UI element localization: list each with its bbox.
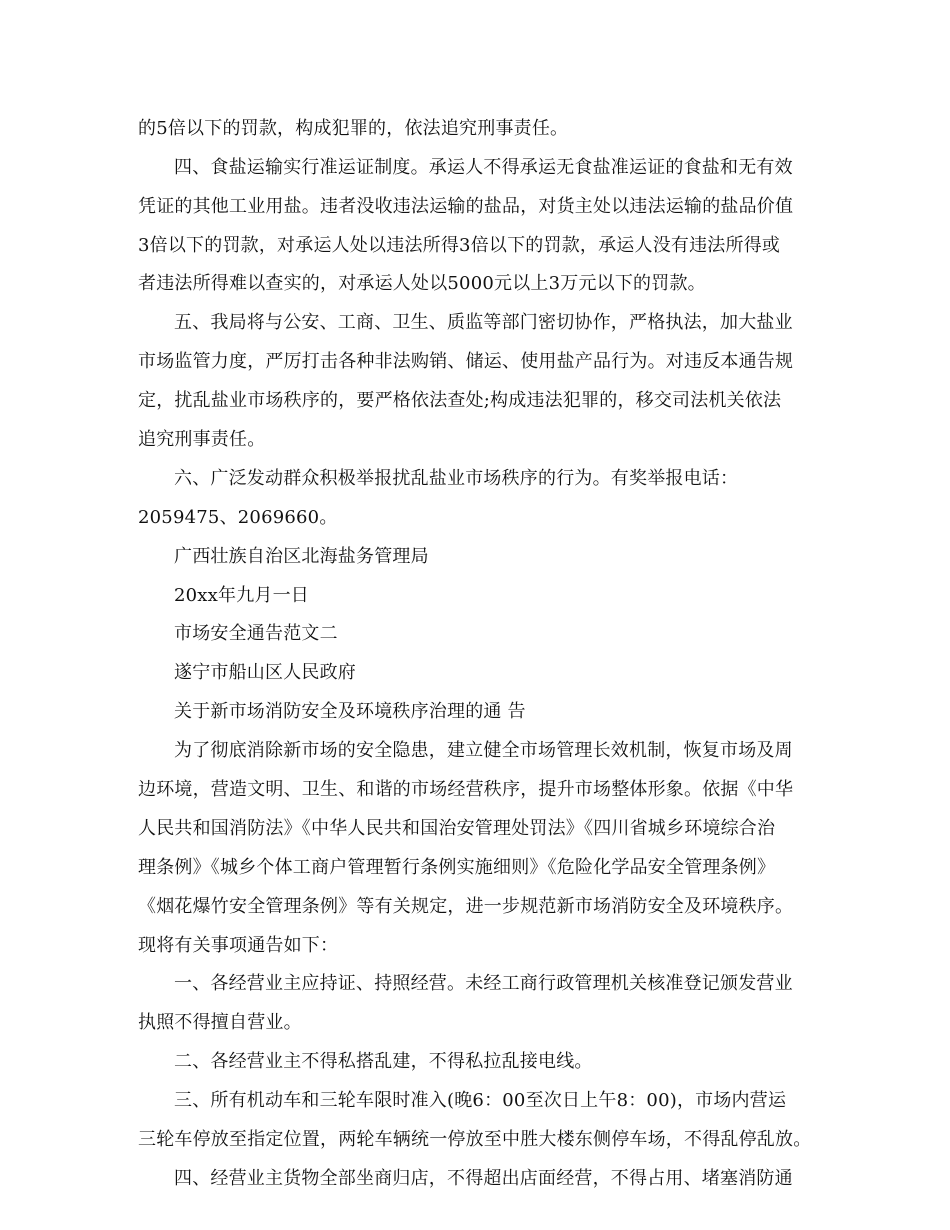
text-line: 三轮车停放至指定位置，两轮车辆统一停放至中胜大楼东侧停车场，不得乱停乱放。 xyxy=(138,1129,812,1150)
text-line: 20xx年九月一日 xyxy=(174,585,310,606)
text-line: 者违法所得难以查实的，对承运人处以5000元以上3万元以下的罚款。 xyxy=(138,273,706,294)
text-line: 一、各经营业主应持证、持照经营。未经工商行政管理机关核准登记颁发营业 xyxy=(174,973,793,994)
text-line: 五、我局将与公安、工商、卫生、质监等部门密切协作，严格执法，加大盐业 xyxy=(174,312,793,333)
text-line: 市场监管力度，严厉打击各种非法购销、储运、使用盐产品行为。对违反本通告规 xyxy=(138,351,794,372)
text-line: 现将有关事项通告如下： xyxy=(138,935,339,956)
text-line: 六、广泛发动群众积极举报扰乱盐业市场秩序的行为。有奖举报电话： xyxy=(174,468,739,489)
text-line: 遂宁市船山区人民政府 xyxy=(174,662,356,683)
text-line: 四、食盐运输实行准运证制度。承运人不得承运无食盐准运证的食盐和无有效 xyxy=(174,157,793,178)
text-line: 3倍以下的罚款，对承运人处以违法所得3倍以下的罚款，承运人没有违法所得或 xyxy=(138,235,781,256)
text-line: 追究刑事责任。 xyxy=(138,429,266,450)
text-line: 《烟花爆竹安全管理条例》等有关规定，进一步规范新市场消防安全及环境秩序。 xyxy=(138,896,794,917)
text-line: 为了彻底消除新市场的安全隐患，建立健全市场管理长效机制，恢复市场及周 xyxy=(174,740,793,761)
text-line: 2059475、2069660。 xyxy=(138,507,338,528)
text-line: 广西壮族自治区北海盐务管理局 xyxy=(174,546,429,567)
text-line: 定，扰乱盐业市场秩序的，要严格依法查处;构成违法犯罪的，移交司法机关依法 xyxy=(138,390,782,411)
text-line: 凭证的其他工业用盐。违者没收违法运输的盐品，对货主处以违法运输的盐品价值 xyxy=(138,196,794,217)
text-line: 执照不得擅自营业。 xyxy=(138,1012,302,1033)
text-line: 人民共和国消防法》《中华人民共和国治安管理处罚法》《四川省城乡环境综合治 xyxy=(138,818,776,839)
text-line: 二、各经营业主不得私搭乱建，不得私拉乱接电线。 xyxy=(174,1051,593,1072)
text-line: 四、经营业主货物全部坐商归店，不得超出店面经营，不得占用、堵塞消防通 xyxy=(174,1168,793,1189)
text-line: 三、所有机动车和三轮车限时准入(晚6：00至次日上午8：00)，市场内营运 xyxy=(174,1090,787,1111)
text-line: 关于新市场消防安全及环境秩序治理的通 告 xyxy=(174,701,526,722)
text-line: 的5倍以下的罚款，构成犯罪的，依法追究刑事责任。 xyxy=(138,118,569,139)
text-line: 市场安全通告范文二 xyxy=(174,623,338,644)
text-line: 边环境，营造文明、卫生、和谐的市场经营秩序，提升市场整体形象。依据《中华 xyxy=(138,779,794,800)
text-line: 理条例》《城乡个体工商户管理暂行条例实施细则》《危险化学品安全管理条例》 xyxy=(138,857,776,878)
